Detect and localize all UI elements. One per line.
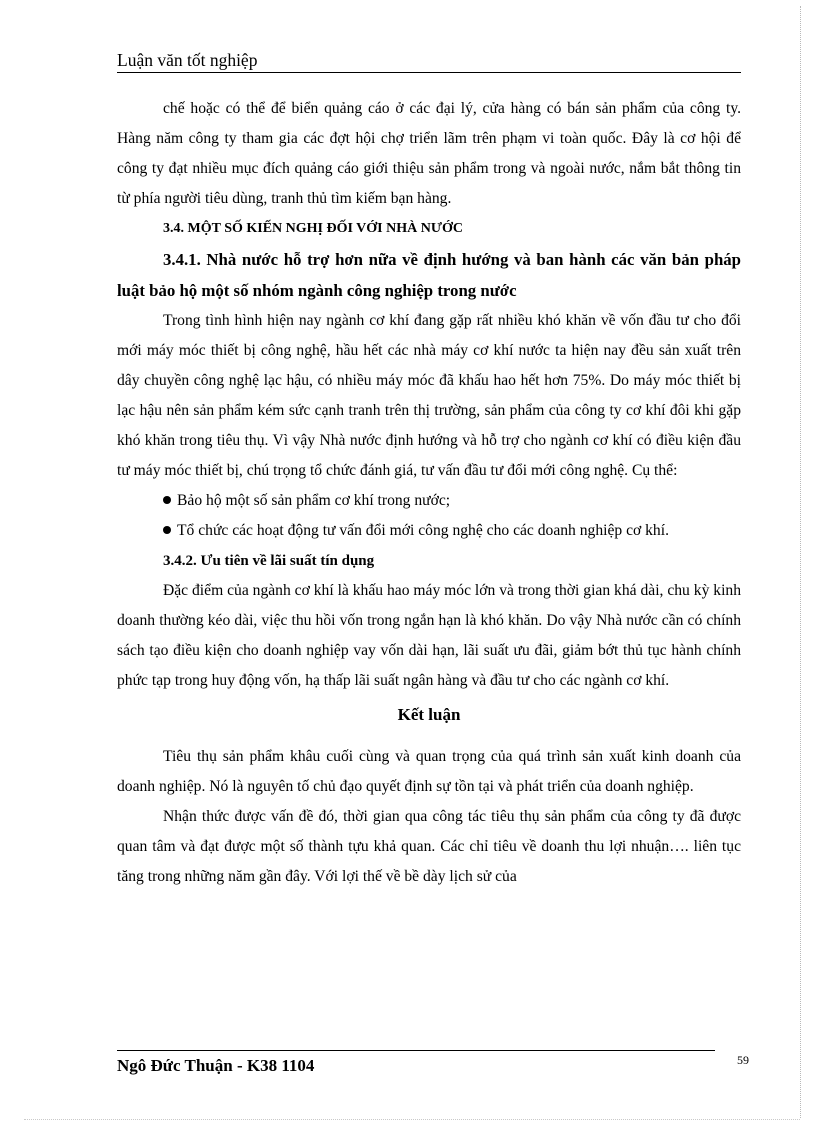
- section-heading-3-4: 3.4. MỘT SỐ KIẾN NGHỊ ĐỐI VỚI NHÀ NƯỚC: [163, 221, 463, 236]
- paragraph-mechanical-industry: Trong tình hình hiện nay ngành cơ khí đang gặp rất nhiều khó khăn về vốn đầu tư cho đổi mới máy móc thiết bị công nghệ, hầu hết các nhà máy cơ khí nước ta hiện nay đều sản xuất trên dây chuyền công nghệ lạc hậu, có nhiều máy móc đã khấu hao hết hơn 75%. Do máy móc thiết bị lạc hậu nên sản phẩm kém sức cạnh tranh trên thị trường, sản phẩm của công ty cơ khí đôi khi gặp khó khăn trong tiêu thụ. Vì vậy Nhà nước định hướng và hỗ trợ cho ngành cơ khí có điều kiện đầu tư máy móc thiết bị, chú trọng tổ chức đánh giá, tư vấn đầu tư đổi mới công nghệ. Cụ thể:: [117, 312, 741, 479]
- footer-rule: [117, 1050, 715, 1051]
- bullet-item-1: [117, 486, 741, 516]
- page-number: 59: [737, 1053, 749, 1067]
- paragraph-credit-interest: Đặc điểm của ngành cơ khí là khấu hao máy móc lớn và trong thời gian khá dài, chu kỳ kinh doanh thường kéo dài, việc thu hồi vốn trong ngắn hạn là khó khăn. Do vậy Nhà nước cần có chính sách tạo điều kiện cho doanh nghiệp vay vốn dài hạn, lãi suất ưu đãi, giảm bớt thủ tục hành chính phức tạp trong huy động vốn, hạ thấp lãi suất ngân hàng và đầu tư cho các ngành cơ khí.: [117, 582, 741, 689]
- page-shadow-bottom: [24, 1119, 800, 1120]
- subsection-heading-3-4-1: 3.4.1. Nhà nước hỗ trợ hơn nữa về định hướng và ban hành các văn bản pháp luật bảo hộ một số nhóm ngành công nghiệp trong nước: [117, 250, 741, 300]
- page-shadow-right: [800, 6, 801, 1118]
- paragraph-advertising: chế hoặc có thể để biển quảng cáo ở các đại lý, cửa hàng có bán sản phẩm của công ty. Hàng năm công ty tham gia các đợt hội chợ triển lãm trên phạm vi toàn quốc. Đây là cơ hội để công ty đạt nhiều mục đích quảng cáo giới thiệu sản phẩm trong và ngoài nước, nắm bắt thông tin từ phía người tiêu dùng, tranh thủ tìm kiếm bạn hàng.: [117, 100, 741, 207]
- running-header: Luận văn tốt nghiệp: [117, 49, 741, 73]
- bullet-icon: [163, 526, 171, 534]
- bullet-text-2: Tổ chức các hoạt động tư vấn đổi mới công nghệ cho các doanh nghiệp cơ khí.: [177, 522, 669, 539]
- bullet-icon: [163, 496, 171, 504]
- paragraph-conclusion-1: Tiêu thụ sản phẩm khâu cuối cùng và quan trọng của quá trình sản xuất kinh doanh của doanh nghiệp. Nó là nguyên tố chủ đạo quyết định sự tồn tại và phát triển của doanh nghiệp.: [117, 748, 741, 795]
- footer-author: Ngô Đức Thuận - K38 1104: [117, 1056, 315, 1075]
- paragraph-conclusion-2: Nhận thức được vấn đề đó, thời gian qua công tác tiêu thụ sản phẩm của công ty đã được quan tâm và đạt được một số thành tựu khả quan. Các chỉ tiêu về doanh thu lợi nhuận…. liên tục tăng trong những năm gần đây. Với lợi thế về bề dày lịch sử của: [117, 808, 741, 885]
- page-content: [117, 94, 741, 892]
- subsection-heading-3-4-2: 3.4.2. Ưu tiên về lãi suất tín dụng: [163, 553, 375, 569]
- bullet-item-2: [117, 516, 741, 546]
- conclusion-title: Kết luận: [397, 705, 461, 724]
- bullet-text-1: Bảo hộ một số sản phẩm cơ khí trong nước;: [177, 492, 451, 509]
